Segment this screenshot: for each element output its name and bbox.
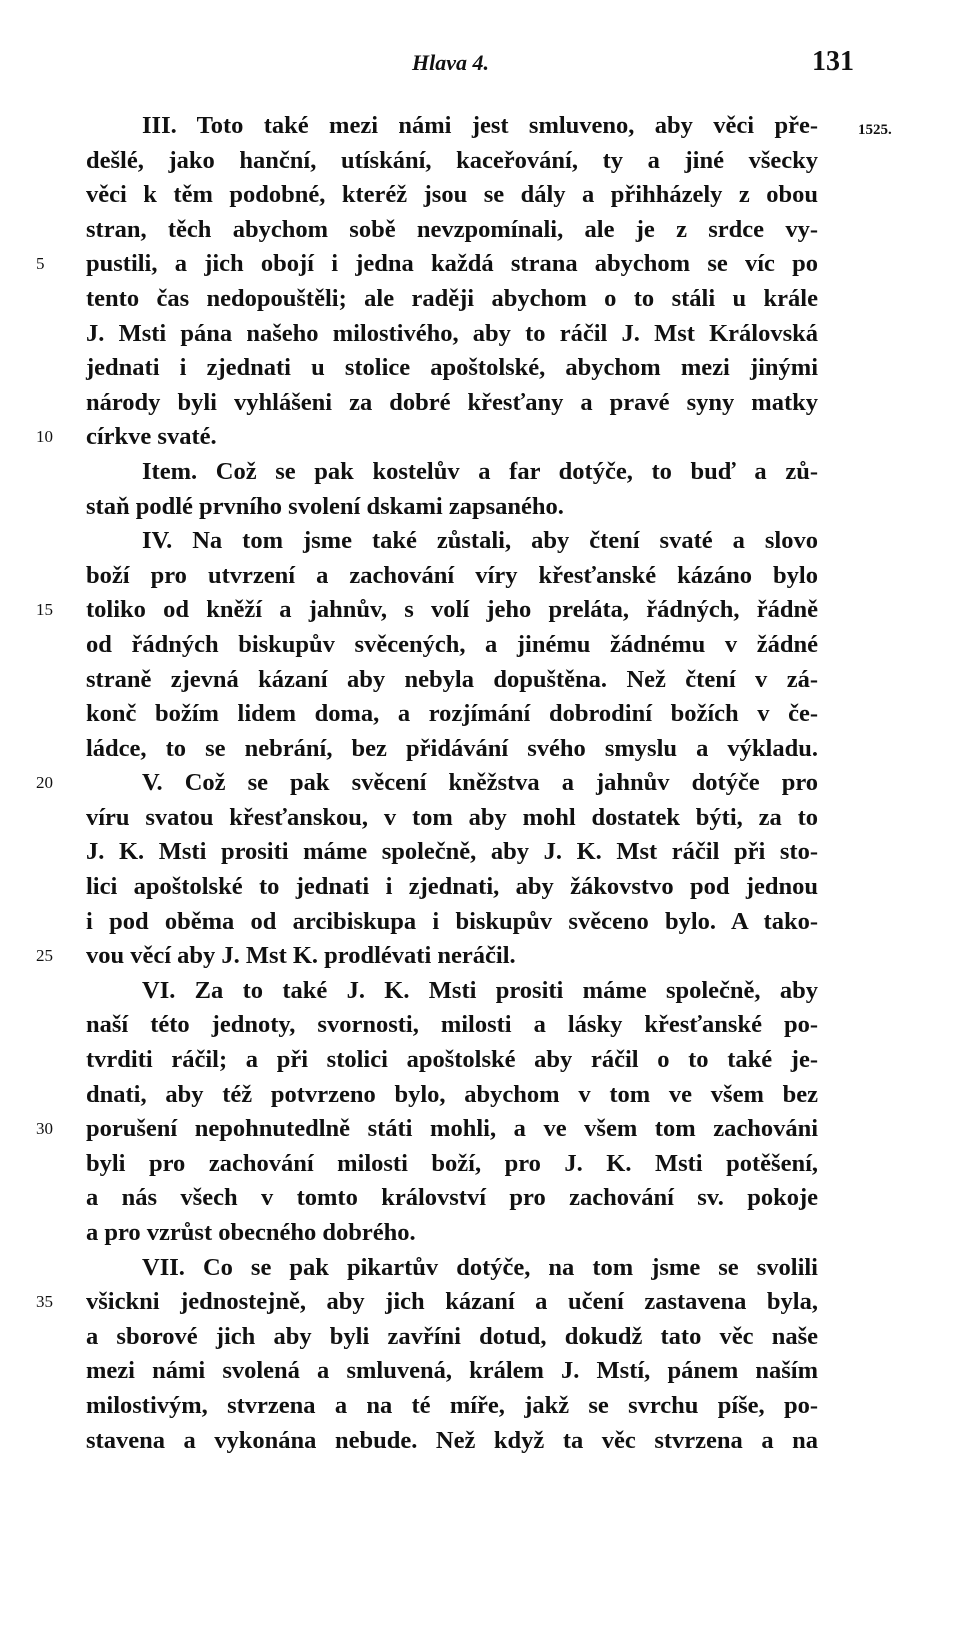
text-line bbox=[86, 870, 818, 905]
text-line bbox=[86, 905, 818, 940]
text-line bbox=[86, 1147, 818, 1182]
line-text: IV. Na tom jsme také zůstali, aby čtení svaté a slovo bbox=[142, 527, 818, 555]
text-line bbox=[86, 1043, 818, 1078]
line-text: tvrditi ráčil; a při stolici apoštolské aby ráčil o to také je- bbox=[86, 1046, 818, 1074]
line-text: porušení nepohnutedlně státi mohli, a ve všem tom zachováni bbox=[86, 1115, 818, 1143]
line-text: mezi námi svolená a smluvená, králem J. Mstí, pánem naším bbox=[86, 1357, 818, 1385]
line-text: stran, těch abychom sobě nevzpomínali, ale je z srdce vy- bbox=[86, 215, 818, 243]
line-text: V. Což se pak svěcení kněžstva a jahnův dotýče pro bbox=[142, 769, 818, 797]
text-line bbox=[86, 801, 818, 836]
text-line bbox=[86, 697, 818, 732]
line-text: boží pro utvrzení a zachování víry křesťanské kázáno bylo bbox=[86, 561, 818, 589]
margin-year-note: 1525. bbox=[858, 122, 892, 138]
line-text: lici apoštolské to jednati i zjednati, aby žákovstvo pod jednou bbox=[86, 873, 818, 901]
line-text: vou věcí aby J. Mst K. prodlévati neráčil. bbox=[86, 942, 516, 970]
line-text: stavena a vykonána nebude. Než když ta věc stvrzena a na bbox=[86, 1426, 818, 1454]
text-line bbox=[36, 939, 818, 974]
text-line bbox=[86, 213, 818, 248]
running-title: Hlava 4. bbox=[412, 50, 489, 75]
text-line bbox=[36, 1285, 818, 1320]
line-text: dnati, aby též potvrzeno bylo, abychom v tom ve všem bez bbox=[86, 1080, 818, 1108]
line-text: jednati i zjednati u stolice apoštolské, abychom mezi jinými bbox=[86, 354, 818, 382]
line-text: III. Toto také mezi námi jest smluveno, aby věci pře- bbox=[142, 112, 818, 139]
text-line bbox=[36, 420, 818, 455]
line-text: VI. Za to také J. K. Msti prositi máme společně, aby bbox=[142, 976, 818, 1004]
line-number: 15 bbox=[36, 600, 53, 620]
line-text: J. K. Msti prositi máme společně, aby J. K. Mst ráčil při sto- bbox=[86, 838, 818, 866]
text-line bbox=[86, 282, 818, 317]
line-text: J. Msti pána našeho milostivého, aby to ráčil J. Mst Královská bbox=[86, 319, 818, 347]
text-line bbox=[86, 455, 818, 490]
text-line bbox=[86, 317, 818, 352]
line-text: věci k těm podobné, kteréž jsou se dály a přihházely z obou bbox=[86, 181, 818, 209]
line-text: tento čas nedopouštěli; ale raději abychom o to stáli u krále bbox=[86, 284, 818, 312]
page-header bbox=[0, 42, 960, 82]
text-line bbox=[86, 732, 818, 767]
text-line bbox=[36, 1112, 818, 1147]
text-line bbox=[86, 559, 818, 594]
line-text: byli pro zachování milosti boží, pro J. K. Msti potěšení, bbox=[86, 1149, 818, 1177]
line-text: ládce, to se nebrání, bez přidávání svého smyslu a výkladu. bbox=[86, 734, 818, 762]
line-text: a pro vzrůst obecného dobrého. bbox=[86, 1219, 416, 1246]
line-number: 20 bbox=[36, 773, 53, 793]
text-line bbox=[86, 1216, 818, 1251]
text-line bbox=[86, 628, 818, 663]
text-line bbox=[86, 386, 818, 421]
line-text: staň podlé prvního svolení dskami zapsaného. bbox=[86, 492, 564, 520]
line-text: pustili, a jich obojí i jedna každá strana abychom se víc po bbox=[86, 250, 818, 278]
text-line bbox=[86, 109, 818, 144]
text-line bbox=[86, 835, 818, 870]
line-text: dešlé, jako hanční, utískání, kaceřování, ty a jiné všecky bbox=[86, 146, 818, 174]
line-number: 30 bbox=[36, 1119, 53, 1139]
line-text: a sborové jich aby byli zavříni dotud, dokudž tato věc naše bbox=[86, 1322, 818, 1350]
text-line bbox=[86, 1008, 818, 1043]
line-text: od řádných biskupův svěcených, a jinému žádnému v žádné bbox=[86, 630, 818, 658]
text-line bbox=[86, 490, 818, 525]
text-line bbox=[86, 974, 818, 1009]
line-text: straně zjevná kázaní aby nebyla dopuštěna. Než čtení v zá- bbox=[86, 665, 818, 693]
text-line bbox=[86, 178, 818, 213]
line-text: VII. Co se pak pikartův dotýče, na tom jsme se svolili bbox=[142, 1253, 818, 1281]
text-line bbox=[36, 593, 818, 628]
line-text: konč božím lidem doma, a rozjímání dobrodiní božích v če- bbox=[86, 700, 818, 728]
text-line bbox=[86, 1181, 818, 1216]
text-line bbox=[86, 524, 818, 559]
text-line bbox=[86, 144, 818, 179]
text-line bbox=[36, 247, 818, 282]
text-line bbox=[36, 766, 818, 801]
text-line bbox=[86, 1320, 818, 1355]
line-text: všickni jednostejně, aby jich kázaní a učení zastavena byla, bbox=[86, 1288, 818, 1316]
line-text: milostivým, stvrzena a na té míře, jakž se svrchu píše, po- bbox=[86, 1391, 818, 1419]
text-line bbox=[86, 1354, 818, 1389]
line-text: i pod oběma od arcibiskupa i biskupův svěceno bylo. A tako- bbox=[86, 907, 818, 935]
line-text: církve svaté. bbox=[86, 423, 217, 451]
line-number: 10 bbox=[36, 427, 53, 447]
line-text: naší této jednoty, svornosti, milosti a lásky křesťanské po- bbox=[86, 1011, 818, 1039]
text-line bbox=[86, 1078, 818, 1113]
text-line bbox=[86, 1389, 818, 1424]
line-text: toliko od kněží a jahnův, s volí jeho preláta, řádných, řádně bbox=[86, 596, 818, 624]
text-line bbox=[86, 1424, 818, 1459]
line-text: národy byli vyhlášeni za dobré křesťany a pravé syny matky bbox=[86, 388, 818, 416]
text-line bbox=[86, 351, 818, 386]
line-number: 5 bbox=[36, 254, 45, 274]
line-text: víru svatou křesťanskou, v tom aby mohl dostatek býti, za to bbox=[86, 803, 818, 831]
text-line bbox=[86, 1251, 818, 1286]
line-text: Item. Což se pak kostelův a far dotýče, to buď a zů- bbox=[142, 457, 818, 485]
line-text: a nás všech v tomto království pro zachování sv. pokoje bbox=[86, 1184, 818, 1212]
line-number: 25 bbox=[36, 946, 53, 966]
line-number: 35 bbox=[36, 1292, 53, 1312]
body-text bbox=[36, 109, 818, 1458]
page-number: 131 bbox=[812, 46, 854, 77]
text-line bbox=[86, 663, 818, 698]
